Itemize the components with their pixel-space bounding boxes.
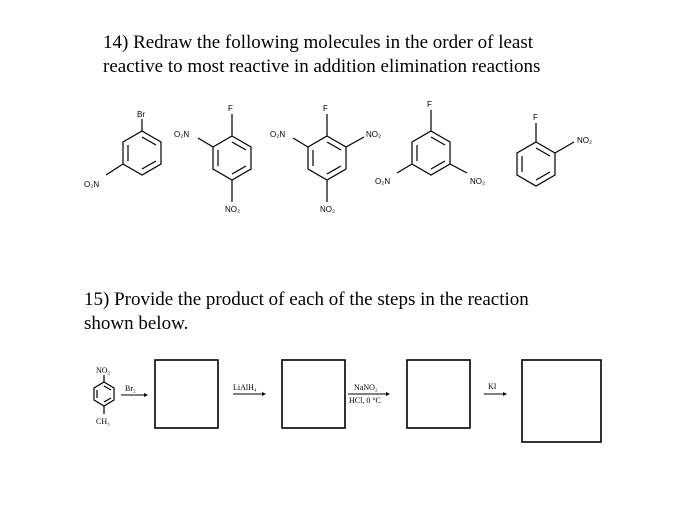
question-15-line-2: shown below.: [84, 313, 189, 334]
molecule-3-f-label: F: [323, 104, 328, 113]
molecule-2-f-label: F: [228, 104, 233, 113]
molecule-4-no2-label: NO₂: [470, 177, 486, 186]
molecule-3-no2-right-label: NO₂: [366, 130, 382, 139]
molecule-3-o2n-label: O₂N: [270, 130, 286, 139]
molecule-2: [174, 104, 251, 214]
molecule-1-o2n-label: O₂N: [84, 180, 100, 189]
molecule-3: [270, 104, 381, 214]
molecule-4-o2n-label: O₂N: [375, 177, 391, 186]
reaction-step-2-arrow: [233, 383, 266, 396]
reagent-step-1: Br₂: [125, 384, 136, 393]
molecule-2-no2-label: NO₂: [225, 205, 241, 214]
reaction-step-3-arrow: [348, 383, 390, 405]
answer-box-3[interactable]: [407, 360, 470, 428]
benzene-ring-1: [123, 131, 161, 175]
benzene-ring-3: [308, 136, 346, 180]
molecule-5: [517, 113, 592, 186]
reagent-step-3-bottom: HCl, 0 °C: [349, 396, 381, 405]
molecule-3-no2-bottom-label: NO₂: [320, 205, 336, 214]
molecule-2-o2n-label: O₂N: [174, 130, 190, 139]
answer-box-1[interactable]: [155, 360, 218, 428]
molecule-5-f-label: F: [533, 113, 538, 122]
answer-box-4[interactable]: [522, 360, 601, 442]
reagent-step-2: LiAlH₄: [233, 383, 257, 392]
reaction-scheme: [94, 360, 601, 442]
answer-box-2[interactable]: [282, 360, 345, 428]
benzene-ring-2: [213, 136, 251, 180]
starting-material-ch3-label: CH₃: [96, 417, 110, 426]
molecule-4-f-label: F: [427, 100, 432, 109]
starting-material: [94, 366, 114, 426]
question-14-line-2: reactive to most reactive in addition elimination reactions: [103, 56, 541, 77]
molecule-4: [375, 100, 485, 186]
benzene-ring-5: [517, 142, 555, 186]
molecule-1-br-label: Br: [137, 110, 145, 119]
molecule-5-no2-label: NO₂: [577, 136, 593, 145]
question-15-line-1: 15) Provide the product of each of the steps in the reaction: [84, 289, 529, 310]
reaction-step-4-arrow: [484, 382, 507, 396]
reagent-step-4: KI: [488, 382, 497, 391]
reagent-step-3-top: NaNO₂: [354, 383, 378, 392]
benzene-ring-4: [412, 131, 450, 175]
molecule-1: [84, 110, 161, 189]
question-14-line-1: 14) Redraw the following molecules in the order of least: [103, 32, 534, 53]
reaction-step-1-arrow: [121, 384, 148, 397]
starting-material-no2-label: NO₂: [96, 366, 111, 375]
